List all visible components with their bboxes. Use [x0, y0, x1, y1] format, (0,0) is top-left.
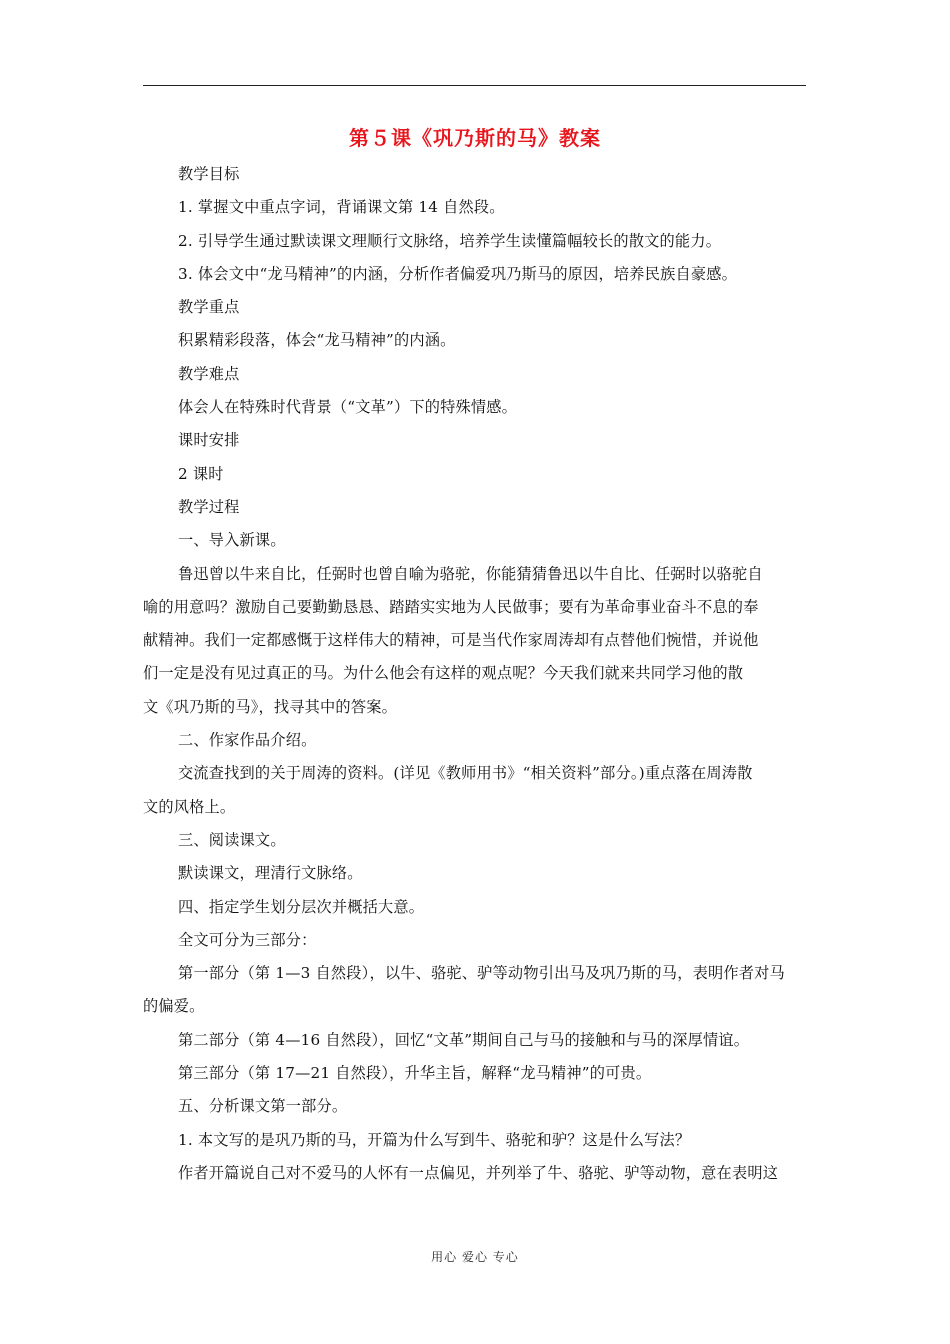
text-line: 鲁迅曾以牛来自比，任弼时也曾自喻为骆驼，你能猜猜鲁迅以牛自比、任弼时以骆驼自 [178, 564, 763, 583]
text-line: 体会人在特殊时代背景（“文革”）下的特殊情感。 [178, 398, 518, 417]
text-line: 第三部分（第 17—21 自然段），升华主旨，解释“龙马精神”的可贵。 [178, 1064, 652, 1083]
page-footer: 用心 爱心 专心 [431, 1250, 519, 1264]
text-line: 文《巩乃斯的马》，找寻其中的答案。 [143, 697, 397, 716]
header-rule [143, 85, 806, 86]
text-line: 第二部分（第 4—16 自然段），回忆“文革”期间自己与马的接触和与马的深厚情谊。 [178, 1030, 750, 1049]
text-line: 教学难点 [178, 364, 240, 383]
text-line: 教学目标 [178, 165, 240, 183]
text-line: 的偏爱。 [143, 997, 205, 1016]
text-line: 作者开篇说自己对不爱马的人怀有一点偏见，并列举了牛、骆驼、驴等动物，意在表明这 [178, 1163, 779, 1182]
text-line: 2 课时 [178, 464, 224, 483]
text-line: 交流查找到的关于周涛的资料。(详见《教师用书》“相关资料”部分。)重点落在周涛散 [178, 764, 753, 783]
document-title: 第５课《巩乃斯的马》教案 [349, 126, 601, 150]
text-line: 献精神。我们一定都感慨于这样伟大的精神，可是当代作家周涛却有点替他们惋惜，并说他 [143, 631, 759, 650]
text-line: 文的风格上。 [143, 797, 236, 816]
text-line: 课时安排 [178, 431, 240, 450]
text-line: 教学过程 [178, 497, 240, 516]
text-line: 3. 体会文中“龙马精神”的内涵，分析作者偏爱巩乃斯马的原因，培养民族自豪感。 [178, 264, 738, 283]
text-line: 默读课文，理清行文脉络。 [178, 864, 363, 883]
text-line: 四、指定学生划分层次并概括大意。 [178, 897, 425, 916]
text-line: 全文可分为三部分： [178, 930, 317, 949]
text-line: 二、作家作品介绍。 [178, 731, 317, 750]
text-line: 第一部分（第 1—3 自然段），以牛、骆驼、驴等动物引出马及巩乃斯的马，表明作者对马 [178, 964, 785, 983]
text-line: 们一定是没有见过真正的马。为什么他会有这样的观点呢？今天我们就来共同学习他的散 [143, 664, 744, 683]
text-line: 1. 本文写的是巩乃斯的马，开篇为什么写到牛、骆驼和驴？这是什么写法？ [178, 1130, 691, 1149]
text-line: 五、分析课文第一部分。 [178, 1097, 348, 1116]
text-line: 1. 掌握文中重点字词，背诵课文第 14 自然段。 [178, 198, 505, 217]
document-body [143, 158, 806, 1190]
text-line: 教学重点 [178, 298, 240, 317]
text-line: 2. 引导学生通过默读课文理顺行文脉络，培养学生读懂篇幅较长的散文的能力。 [178, 231, 722, 250]
text-line: 三、阅读课文。 [178, 830, 286, 849]
text-line: 积累精彩段落，体会“龙马精神”的内涵。 [178, 331, 456, 350]
text-line: 一、导入新课。 [178, 531, 286, 550]
text-line: 喻的用意吗？激励自己要勤勤恳恳、踏踏实实地为人民做事；要有为革命事业奋斗不息的奉 [143, 597, 759, 616]
